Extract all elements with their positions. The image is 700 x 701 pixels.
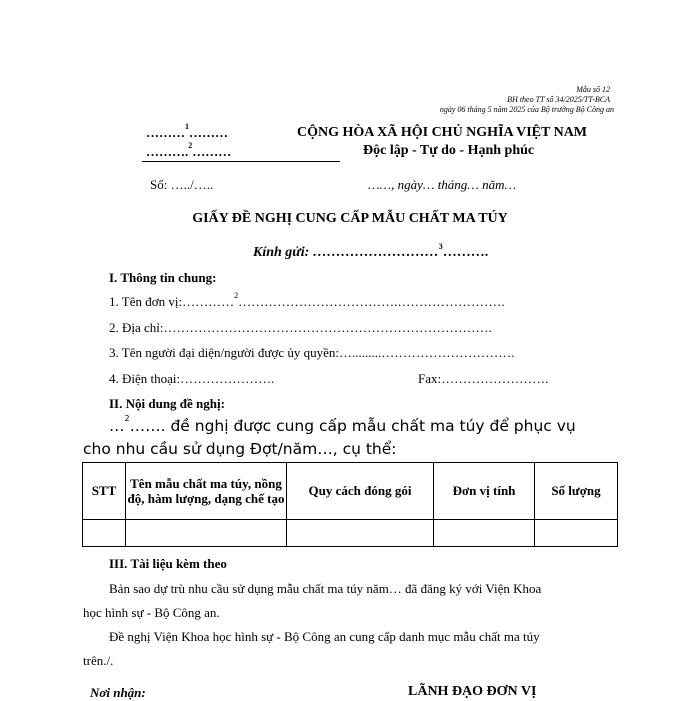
- col-stt: STT: [83, 463, 126, 520]
- attachment-para2-line1: Đề nghị Viện Khoa học hình sự - Bộ Công an cung cấp danh mục mẫu chất ma túy: [109, 629, 540, 644]
- unit-name-field: 1. Tên đơn vị:…………$^2$……………………………….…………………….: [109, 291, 505, 309]
- date-line: ……, ngày… tháng… năm…: [368, 177, 517, 192]
- form-number-line2: BH theo TT số 34/2025/TT-BCA: [507, 95, 610, 104]
- attachment-para1-line2: học hình sự - Bộ Công an.: [83, 605, 220, 620]
- attachment-para1-line1: Bản sao dự trù nhu cầu sử dụng mẫu chất ma túy năm… đã đăng ký với Viện Khoa: [109, 581, 542, 596]
- attachment-para2-line2: trên./.: [83, 653, 114, 668]
- recipients-label: Nơi nhận:: [90, 685, 146, 700]
- recipient-line: Kính gửi: ………………………$^3$……….: [253, 242, 489, 260]
- table-row: [83, 520, 618, 547]
- signer-title: LÃNH ĐẠO ĐƠN VỊ: [408, 684, 537, 699]
- representative-field: 3. Tên người đại diện/người được ủy quyền:….........………………………….: [109, 345, 515, 360]
- request-paragraph-line2: cho nhu cầu sử dụng Đợt/năm…, cụ thể:: [83, 440, 397, 458]
- table-cell[interactable]: [126, 520, 287, 547]
- fax-field: Fax:…………………….: [418, 371, 549, 386]
- org-underline: [142, 161, 232, 162]
- org-line2: ……….$^2$………: [146, 141, 232, 159]
- table-header-row: [83, 463, 618, 520]
- org-line1: ………$^1$………: [146, 122, 228, 140]
- section3-heading: III. Tài liệu kèm theo: [109, 556, 227, 571]
- address-field: 2. Địa chỉ:………………………………………………………………….: [109, 320, 492, 335]
- phone-field: 4. Điện thoại:………………….: [109, 371, 275, 386]
- table-cell[interactable]: [434, 520, 535, 547]
- col-unit: Đơn vị tính: [434, 463, 535, 520]
- motto: Độc lập - Tự do - Hạnh phúc: [363, 143, 535, 158]
- col-substance-name: Tên mẫu chất ma túy, nồng độ, hàm lượng, dạng chế tạo: [126, 463, 287, 520]
- document-number: Số: …../…..: [150, 177, 214, 192]
- form-number-line3: ngày 06 tháng 5 năm 2025 của Bộ trưởng Bộ Công an: [439, 105, 614, 114]
- table-cell[interactable]: [535, 520, 618, 547]
- section1-heading: I. Thông tin chung:: [109, 270, 217, 285]
- document-title: GIẤY ĐỀ NGHỊ CUNG CẤP MẪU CHẤT MA TÚY: [192, 211, 508, 226]
- substance-table: [82, 462, 618, 547]
- col-quantity: Số lượng: [535, 463, 618, 520]
- table-cell[interactable]: [83, 520, 126, 547]
- section2-heading: II. Nội dung đề nghị:: [109, 396, 225, 411]
- nation-name: CỘNG HÒA XÃ HỘI CHỦ NGHĨA VIỆT NAM: [297, 125, 588, 140]
- motto-underline: [232, 161, 340, 162]
- table-cell[interactable]: [287, 520, 434, 547]
- col-packaging: Quy cách đóng gói: [287, 463, 434, 520]
- request-paragraph-line1: …$^2$……. đề nghị được cung cấp mẫu chất ma túy để phục vụ: [109, 414, 576, 435]
- form-number-line1: Mẫu số 12: [576, 85, 610, 94]
